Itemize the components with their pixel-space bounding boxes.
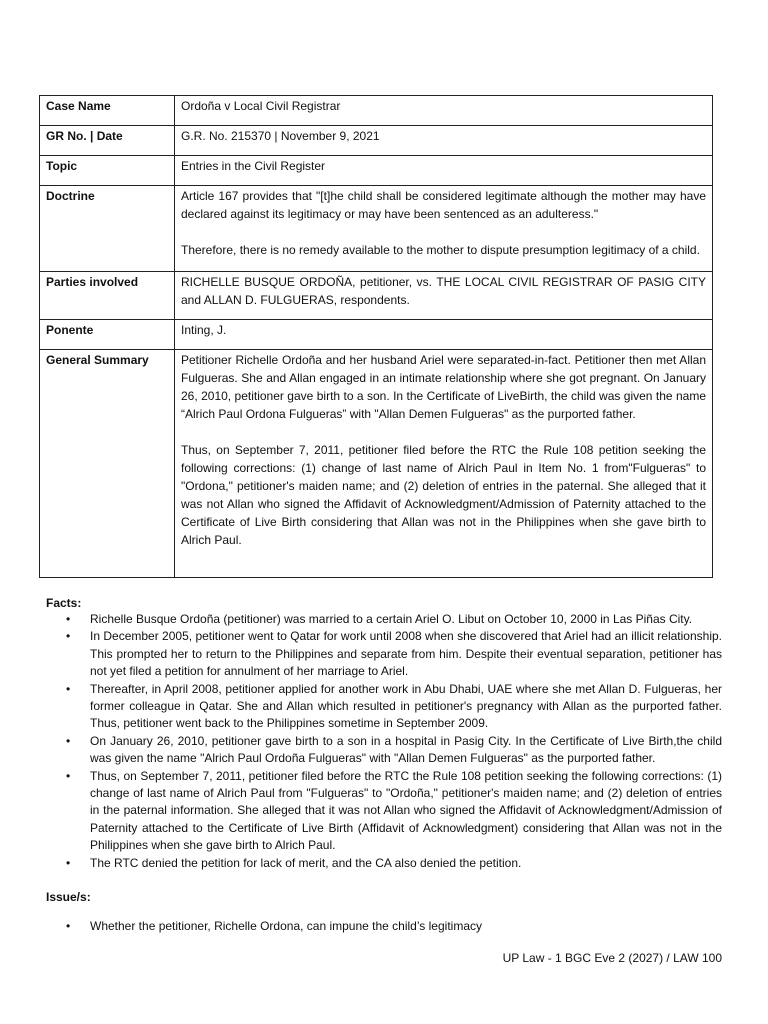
bullet-icon: • xyxy=(66,612,71,626)
label-ponente: Ponente xyxy=(40,320,175,350)
value-ponente: Inting, J. xyxy=(175,320,713,350)
table-row-parties xyxy=(40,272,713,320)
value-topic: Entries in the Civil Register xyxy=(175,156,713,186)
issues-heading: Issue/s: xyxy=(46,890,91,904)
table-row-ponente xyxy=(40,320,713,350)
label-gr-no: GR No. | Date xyxy=(40,126,175,156)
bullet-icon: • xyxy=(66,629,71,644)
label-doctrine: Doctrine xyxy=(40,186,175,272)
summary-paragraph-2: Thus, on September 7, 2011, petitioner filed before the RTC the Rule 108 petition seeking the following corrections: (1) change of last name of Alrich Paul in Item No. 1 from"Fulgueras" to "Ordona," petitioner's maiden name; and (2) deletion of entries in the paternal. She alleged that it was not Allan who signed the Affidavit of Acknowledgment/Admission of Paternity attached to the Certificate of Live Birth considering that Allan was not in the Philippines when she gave birth to Alrich Paul. xyxy=(181,443,706,547)
value-doctrine xyxy=(175,186,713,272)
table-row-gr-no xyxy=(40,126,713,156)
list-item: • On January 26, 2010, petitioner gave birth to a son in a hospital in Pasig City. In the Certificate of Live Birth,the child was given the name "Alrich Paul Ordoña Fulgueras" with "Allan Demen Fulgueras" as the purported father. xyxy=(66,733,722,766)
list-item: • In December 2005, petitioner went to Qatar for work until 2008 when she discovered that Ariel had an illicit relationship. This prompted her to return to the Philippines and separate from him. Despite their eventual separation, petitioner has not yet filed a petition for annulment of her marriage to Ariel. xyxy=(66,629,722,679)
label-case-name: Case Name xyxy=(40,96,175,126)
value-parties: RICHELLE BUSQUE ORDOÑA, petitioner, vs. THE LOCAL CIVIL REGISTRAR OF PASIG CITY and ALLAN D. FULGUERAS, respondents. xyxy=(175,272,713,320)
value-gr-no: G.R. No. 215370 | November 9, 2021 xyxy=(175,126,713,156)
summary-paragraph-1: Petitioner Richelle Ordoña and her husband Ariel were separated-in-fact. Petitioner then met Allan Fulgueras. She and Allan engaged in an intimate relationship where she got pregnant. On January 26, 2010, petitioner gave birth to a son. In the Certificate of LiveBirth, the child was given the name “Alrich Paul Ordona Fulgueras” with "Allan Demen Fulgueras" as the purported father. xyxy=(181,353,706,421)
list-item: • The RTC denied the petition for lack of merit, and the CA also denied the petition. xyxy=(46,855,722,872)
doctrine-paragraph-2: Therefore, there is no remedy available to the mother to dispute presumption legitimacy of a child. xyxy=(181,243,700,257)
issues-list xyxy=(46,918,722,935)
doctrine-paragraph-1: Article 167 provides that "[t]he child shall be considered legitimate although the mother may have declared against its legitimacy or may have been sentenced as an adulteress." xyxy=(181,189,706,221)
list-item: • Thus, on September 7, 2011, petitioner filed before the RTC the Rule 108 petition seeking the following corrections: (1) change of last name of Alrich Paul from "Fulgueras" to "Ordoña," petitioner's maiden name; and (2) deletion of entries in the paternal information. She alleged that it was not Allan who signed the Affidavit of Acknowledgment/Admission of Paternity attached to the Certificate of Live Birth (Affidavit of Acknowledgment) considering that Allan was not in the Philippines when she gave birth to Alrich Paul. xyxy=(66,768,722,853)
case-digest-table xyxy=(39,95,713,578)
page-footer: UP Law - 1 BGC Eve 2 (2027) / LAW 100 xyxy=(502,951,722,965)
table-row-general-summary xyxy=(40,350,713,578)
table-row-doctrine xyxy=(40,186,713,272)
value-case-name: Ordoña v Local Civil Registrar xyxy=(175,96,713,126)
list-item: • Whether the petitioner, Richelle Ordona, can impune the child’s legitimacy xyxy=(46,918,722,935)
bullet-icon: • xyxy=(66,681,71,696)
bullet-icon: • xyxy=(66,768,71,783)
list-item: • Thereafter, in April 2008, petitioner applied for another work in Abu Dhabi, UAE where she met Allan D. Fulgueras, her former colleague in Qatar. She and Allan which resulted in petitioner's pregnancy with Allan as the purported father. Thus, petitioner went back to the Philippines sometime in September 2009. xyxy=(66,681,722,731)
facts-heading: Facts: xyxy=(46,596,82,610)
table-row-topic xyxy=(40,156,713,186)
list-item: • Richelle Busque Ordoña (petitioner) was married to a certain Ariel O. Libut on October 10, 2000 in Las Piñas City. xyxy=(46,611,722,628)
table-row-case-name xyxy=(40,96,713,126)
bullet-icon: • xyxy=(66,919,71,933)
bullet-icon: • xyxy=(66,855,71,870)
value-general-summary xyxy=(175,350,713,578)
label-parties: Parties involved xyxy=(40,272,175,320)
label-topic: Topic xyxy=(40,156,175,186)
bullet-icon: • xyxy=(66,733,71,748)
label-general-summary: General Summary xyxy=(40,350,175,578)
facts-list xyxy=(46,611,722,872)
